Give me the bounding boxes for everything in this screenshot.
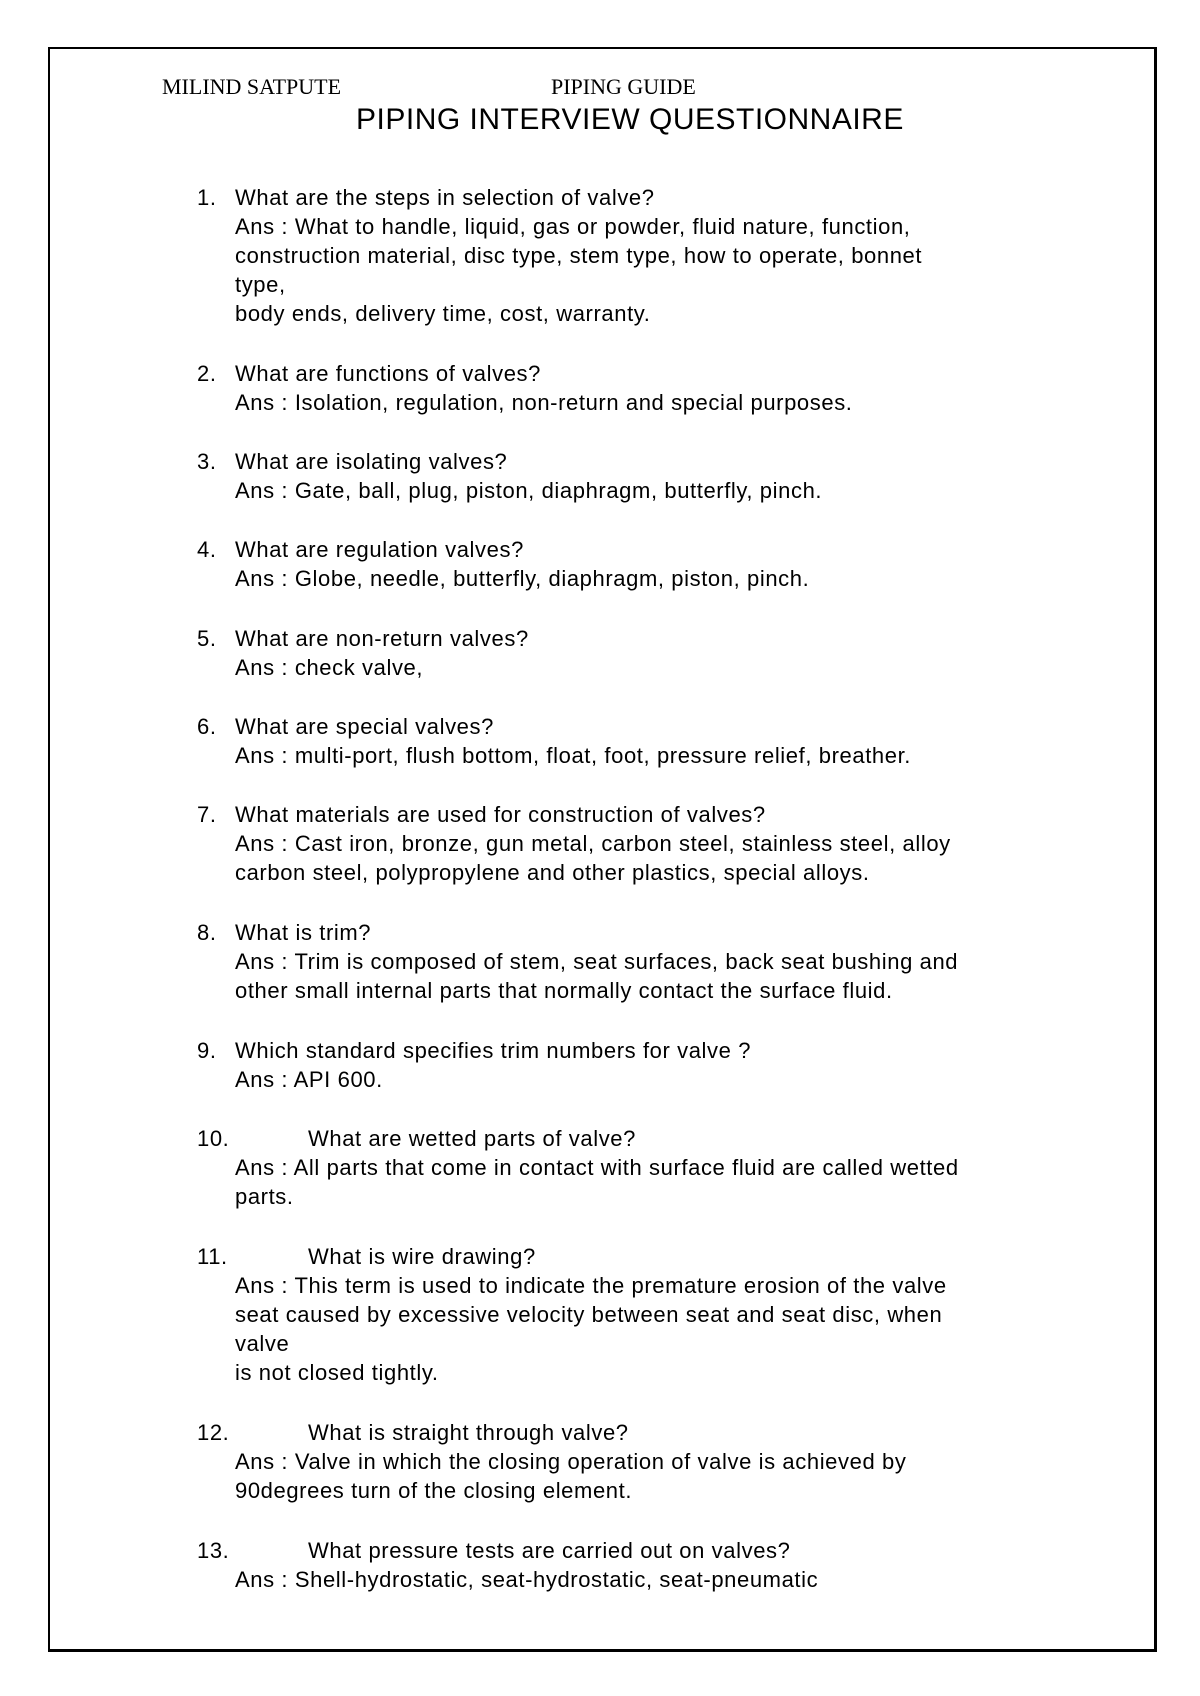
question-number: 6. — [197, 714, 217, 739]
header-author: MILIND SATPUTE — [162, 74, 342, 99]
answer-text — [235, 829, 1115, 887]
answer-line: Ans : check valve, — [235, 655, 424, 680]
answer-text — [235, 212, 1115, 328]
answer-text — [235, 1447, 1115, 1505]
answer-line: Ans : This term is used to indicate the premature erosion of the valve — [235, 1273, 947, 1298]
question-number: 8. — [197, 920, 217, 945]
question-text: What are functions of valves? — [235, 361, 541, 386]
question-number: 11. — [197, 1244, 228, 1269]
answer-text — [235, 388, 1115, 417]
question-text: What materials are used for construction of valves? — [235, 802, 766, 827]
answer-line: Ans : Cast iron, bronze, gun metal, carbon steel, stainless steel, alloy — [235, 831, 951, 856]
answer-line: Ans : All parts that come in contact with surface fluid are called wetted — [235, 1155, 959, 1180]
answer-text — [235, 476, 1115, 505]
answer-line: Ans : Shell-hydrostatic, seat-hydrostatic, seat-pneumatic — [235, 1567, 819, 1592]
question-text: What are regulation valves? — [235, 537, 524, 562]
answer-text — [235, 1065, 1115, 1094]
question-number: 5. — [197, 626, 217, 651]
answer-line: Ans : Valve in which the closing operation of valve is achieved by — [235, 1449, 907, 1474]
answer-line: carbon steel, polypropylene and other plastics, special alloys. — [235, 860, 870, 885]
question-number: 4. — [197, 537, 217, 562]
answer-line: Ans : Isolation, regulation, non-return and special purposes. — [235, 390, 853, 415]
answer-line: Ans : multi-port, flush bottom, float, foot, pressure relief, breather. — [235, 743, 912, 768]
answer-text — [235, 1271, 1115, 1387]
answer-text — [235, 1153, 1115, 1211]
question-number: 3. — [197, 449, 217, 474]
answer-line: parts. — [235, 1184, 294, 1209]
question-number: 10. — [197, 1126, 230, 1151]
answer-text — [235, 653, 1115, 682]
answer-line: Ans : Globe, needle, butterfly, diaphragm, piston, pinch. — [235, 566, 810, 591]
question-number: 1. — [197, 185, 217, 210]
answer-line: 90degrees turn of the closing element. — [235, 1478, 633, 1503]
answer-line: Ans : API 600. — [235, 1067, 383, 1092]
answer-line: Ans : What to handle, liquid, gas or powder, fluid nature, function, — [235, 214, 911, 239]
question-text: What are special valves? — [235, 714, 494, 739]
answer-line: seat caused by excessive velocity between seat and seat disc, when — [235, 1302, 943, 1327]
answer-line: is not closed tightly. — [235, 1360, 439, 1385]
question-text: What is trim? — [235, 920, 372, 945]
answer-line: other small internal parts that normally contact the surface fluid. — [235, 978, 893, 1003]
answer-line: Ans : Gate, ball, plug, piston, diaphragm, butterfly, pinch. — [235, 478, 823, 503]
answer-text — [235, 947, 1115, 1005]
question-text: What are isolating valves? — [235, 449, 508, 474]
question-number: 13. — [197, 1538, 230, 1563]
question-text: What is wire drawing? — [308, 1244, 536, 1269]
question-text: What pressure tests are carried out on valves? — [308, 1538, 791, 1563]
answer-line: valve — [235, 1331, 290, 1356]
answer-line: Ans : Trim is composed of stem, seat surfaces, back seat bushing and — [235, 949, 959, 974]
answer-text — [235, 564, 1115, 593]
question-text: What is straight through valve? — [308, 1420, 629, 1445]
question-text: What are the steps in selection of valve? — [235, 185, 655, 210]
question-number: 2. — [197, 361, 217, 386]
answer-line: construction material, disc type, stem type, how to operate, bonnet — [235, 243, 923, 268]
question-text: Which standard specifies trim numbers for valve ? — [235, 1038, 752, 1063]
answer-line: type, — [235, 272, 286, 297]
answer-text — [235, 741, 1115, 770]
question-number: 9. — [197, 1038, 217, 1063]
question-number: 12. — [197, 1420, 230, 1445]
header-guide: PIPING GUIDE — [551, 74, 696, 99]
answer-text — [235, 1565, 1115, 1594]
question-number: 7. — [197, 802, 217, 827]
question-text: What are wetted parts of valve? — [308, 1126, 636, 1151]
answer-line: body ends, delivery time, cost, warranty. — [235, 301, 651, 326]
question-text: What are non-return valves? — [235, 626, 529, 651]
page-title: PIPING INTERVIEW QUESTIONNAIRE — [356, 103, 904, 136]
